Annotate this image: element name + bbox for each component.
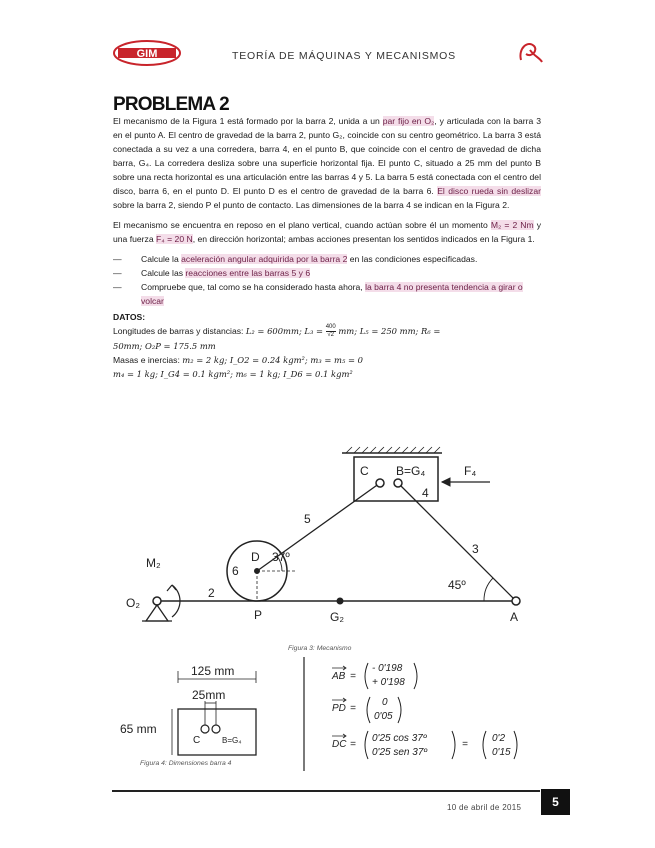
- label-25mm: 25mm: [192, 688, 226, 702]
- q2-highlight: reacciones entre las barras 5 y 6: [185, 268, 311, 278]
- res-paren-left: [483, 731, 486, 759]
- handwritten-vectors: [302, 655, 552, 773]
- label-o2: O₂: [126, 596, 140, 610]
- joint-b: [394, 479, 402, 487]
- logo-text: GIM: [136, 48, 158, 60]
- vector-pd-label: PD: [332, 703, 346, 714]
- vector-dc-result-eq: =: [462, 739, 468, 750]
- label-d: D: [251, 550, 260, 564]
- p1-highlight-1: par fijo en O₂: [382, 116, 435, 126]
- label-angle-45: 45º: [448, 578, 466, 592]
- joint-c: [376, 479, 384, 487]
- vector-ab-label: AB: [332, 671, 346, 682]
- label-p: P: [254, 608, 263, 622]
- problem-title: PROBLEMA 2: [113, 94, 229, 115]
- label-b-g4: B=G₄: [396, 464, 426, 478]
- vector-ab-y: + 0'198: [372, 677, 405, 688]
- ab-paren-left: [365, 663, 368, 689]
- question-3: [113, 280, 541, 308]
- fixed-support: [146, 605, 168, 621]
- p1-text-c: sobre la barra 2, siendo P el punto de contacto. Las dimensiones de la barra 4 se indican en la Figura 2.: [113, 200, 510, 210]
- vector-dc-result-y: 0'15: [492, 747, 511, 758]
- dc-arrow-icon: [332, 734, 346, 738]
- label-disk-6: 6: [232, 564, 239, 578]
- top-ground-hatch: [346, 447, 440, 453]
- label-bar-2: 2: [208, 586, 215, 600]
- masses-line-2: m₄ = 1 kg; I_G4 = 0.1 kgm²; m₆ = 1 kg; I_D6 = 0.1 kgm²: [113, 369, 353, 380]
- p2-text-a: El mecanismo se encuentra en reposo en el plano vertical, cuando actúan sobre él un momento: [113, 220, 491, 230]
- joint-d: [255, 569, 260, 574]
- label-a: A: [510, 610, 519, 624]
- label-angle-37: 37º: [272, 550, 290, 564]
- angle-45-arc: [484, 578, 493, 601]
- bar-4-dimensions-figure: [118, 663, 280, 759]
- joint-a: [512, 597, 520, 605]
- paragraph-2: [113, 218, 541, 246]
- dims-label-b-g4: B=G₄: [222, 736, 242, 745]
- fraction: [326, 324, 336, 339]
- ab-arrow-icon: [332, 666, 346, 670]
- question-1: [113, 252, 541, 266]
- page-number: 5: [541, 789, 570, 815]
- label-125mm: 125 mm: [191, 664, 235, 678]
- datos-label: DATOS:: [113, 312, 146, 322]
- res-paren-right: [514, 731, 517, 759]
- question-dash: —: [113, 254, 122, 264]
- q2-text-a: Calcule las: [141, 268, 186, 278]
- vector-ab-eq: =: [350, 671, 356, 682]
- question-dash: —: [113, 282, 122, 292]
- q1-text-a: Calcule la: [141, 254, 182, 264]
- p2-highlight-1: M₂ = 2 Nm: [490, 220, 534, 230]
- p1-text-a: El mecanismo de la Figura 1 está formado por la barra 2, unida a un: [113, 116, 383, 126]
- footer-rule: [112, 790, 540, 792]
- problem-statement: [113, 114, 541, 381]
- q1-highlight: aceleración angular adquirida por la barra 2: [181, 254, 348, 264]
- q3-text-a: Compruebe que, tal como se ha considerado hasta ahora,: [141, 282, 366, 292]
- dc-paren-right: [452, 731, 455, 759]
- label-g2: G₂: [330, 610, 344, 624]
- vector-dc-y: 0'25 sen 37º: [372, 747, 428, 758]
- label-c: C: [360, 464, 369, 478]
- dims-joint-b: [212, 725, 220, 733]
- university-mark-icon: [516, 38, 544, 66]
- figure-1-caption: Figura 3: Mecanismo: [288, 645, 352, 652]
- vector-dc-result-x: 0'2: [492, 733, 506, 744]
- lengths-line-1: [113, 324, 541, 339]
- label-m2: M₂: [146, 556, 161, 570]
- moment-arrowhead: [167, 585, 176, 591]
- label-bar-5: 5: [304, 512, 311, 526]
- paragraph-1: [113, 114, 541, 212]
- g2-marker: [337, 598, 343, 604]
- vector-dc-x: 0'25 cos 37º: [372, 733, 427, 744]
- vector-pd-x: 0: [382, 697, 388, 708]
- dc-paren-left: [365, 731, 368, 759]
- dims-label-c: C: [193, 735, 201, 746]
- vector-dc-label: DC: [332, 739, 347, 750]
- force-arrowhead: [442, 478, 450, 486]
- lengths-l3: mm; L₅ = 250 mm; R₆ =: [335, 326, 441, 336]
- dims-joint-c: [201, 725, 209, 733]
- pd-arrow-icon: [332, 698, 346, 702]
- footer-date: 10 de abril de 2015: [447, 803, 522, 812]
- p1-text-b: , y articulada con la barra 3 en el punto A. El centro de gravedad de la barra 2, punto G₂, coincide con su centro geométrico. La barra 3 está conectada a su vez a una corredera, barra 4, en el punto B, que coincide con el centro de gravedad de dicha barra, G₄. La corredera desliza sobre una superficie horizontal fija. El punto C, situado a 25 mm del punto B sobre una recta horizontal es una articulación entre las barras 4 y 5. La barra 5 está conectada con el centro del disco, barra 6, en el punto D. El punto D es el centro de gravedad de la barra 6.: [113, 116, 541, 196]
- pd-paren-left: [367, 697, 370, 723]
- pd-paren-right: [398, 697, 401, 723]
- p1-highlight-2: El disco rueda sin deslizar: [437, 186, 541, 196]
- vector-pd-y: 0'05: [374, 711, 393, 722]
- lengths-label: Longitudes de barras y distancias:: [113, 326, 246, 336]
- ab-paren-right: [414, 663, 417, 689]
- fraction-denominator: √2: [327, 332, 335, 339]
- masses-line-1: [113, 353, 541, 367]
- vector-ab-x: - 0'198: [372, 663, 403, 674]
- mechanism-figure: [112, 445, 544, 657]
- question-dash: —: [113, 268, 122, 278]
- label-65mm: 65 mm: [120, 722, 157, 736]
- figure-2-caption: Figura 4: Dimensiones barra 4: [140, 760, 232, 767]
- p2-text-c: , en dirección horizontal; ambas acciones presentan los sentidos indicados en la Figura 1.: [192, 234, 535, 244]
- label-bar-3: 3: [472, 542, 479, 556]
- vector-dc-eq: =: [350, 739, 356, 750]
- q3-highlight: la barra 4 no presenta tendencia a girar o volcar: [141, 282, 523, 306]
- question-2: [113, 266, 541, 280]
- masses-label: Masas e inercias:: [113, 355, 183, 366]
- fraction-numerator: 400: [325, 324, 336, 331]
- masses-values-1: m₂ = 2 kg; I_O2 = 0.24 kgm²; m₃ = m₅ = 0: [182, 355, 363, 366]
- header-title: TEORÍA DE MÁQUINAS Y MECANISMOS: [232, 50, 456, 62]
- lengths-l2: L₂ = 600mm; L₃ =: [245, 326, 326, 336]
- joint-o2: [153, 597, 161, 605]
- label-f4: F₄: [464, 464, 477, 478]
- lengths-line-2: 50mm; O₂P = 175.5 mm: [113, 341, 216, 352]
- label-bar-4: 4: [422, 486, 429, 500]
- p2-text-b: y una fuerza: [113, 220, 541, 244]
- vector-pd-eq: =: [350, 703, 356, 714]
- q1-text-b: en las condiciones especificadas.: [347, 254, 478, 264]
- p2-highlight-2: F₄ = 20 N: [156, 234, 193, 244]
- gim-logo: [112, 38, 182, 68]
